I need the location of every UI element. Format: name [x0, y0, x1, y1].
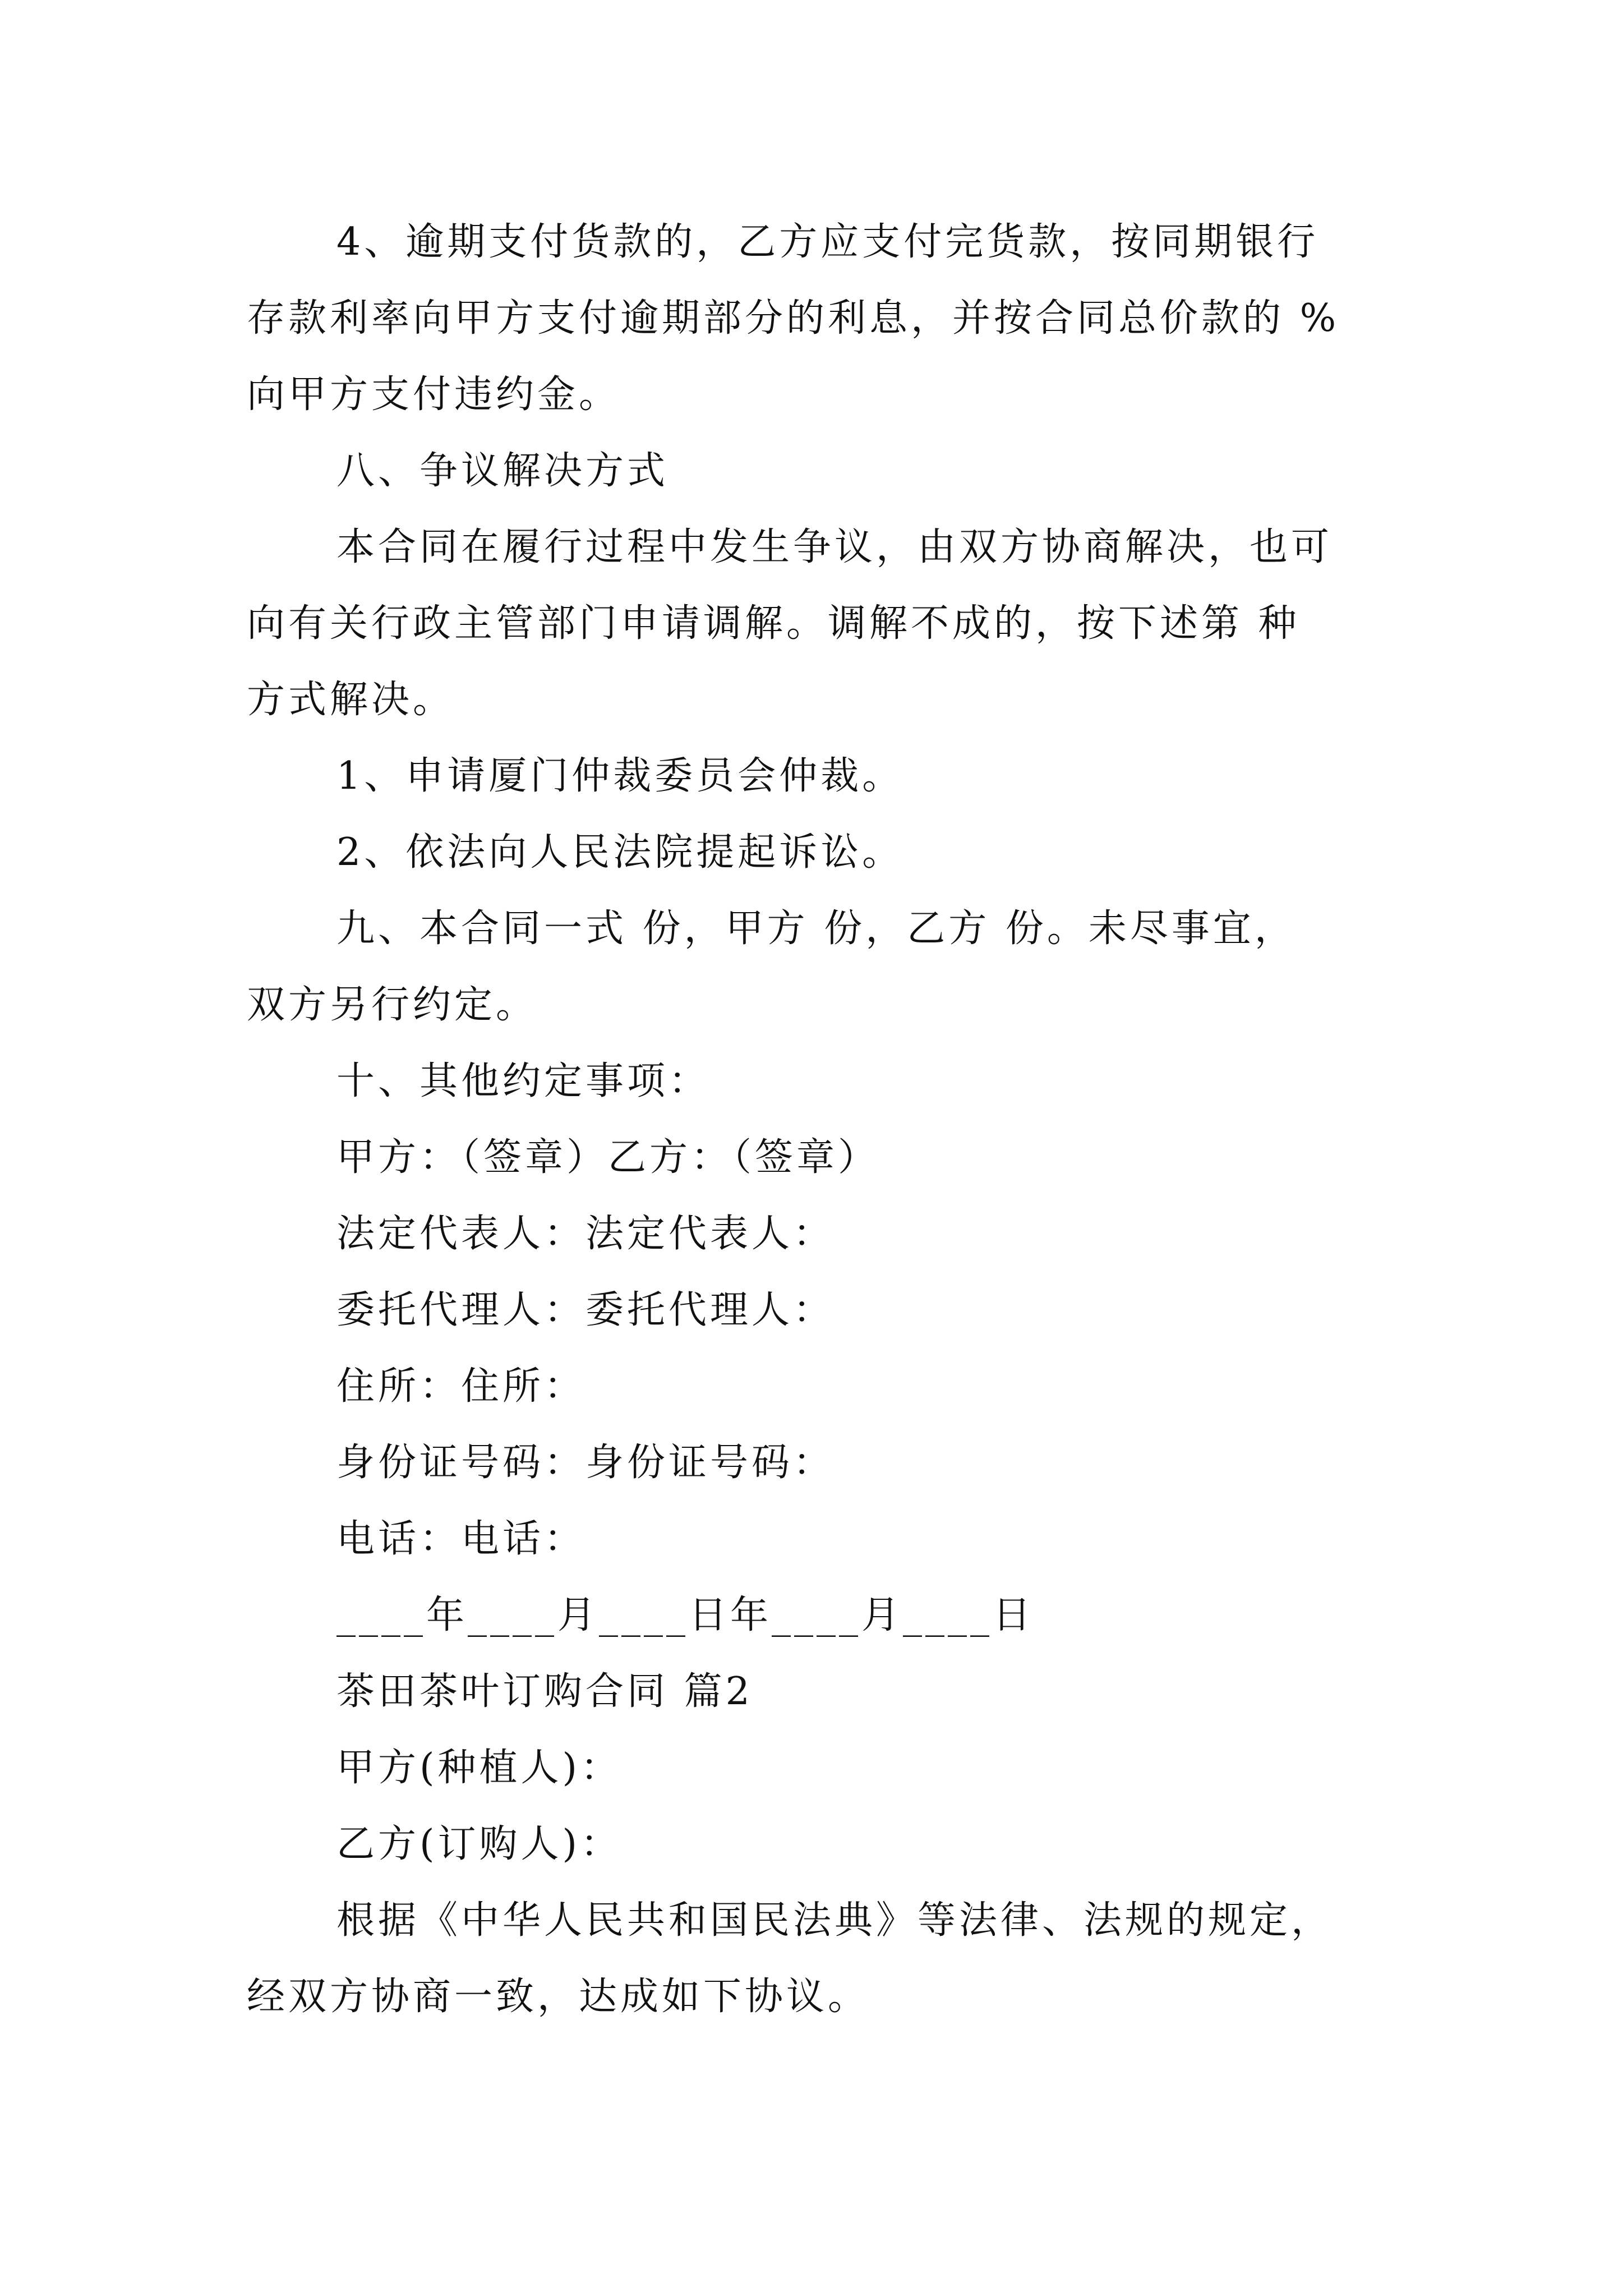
paragraph-line: 方式解决。	[247, 678, 455, 722]
section-heading: 十、其他约定事项：	[336, 1059, 711, 1103]
paragraph-line: 根据《中华人民共和国民法典》等法律、法规的规定，	[336, 1898, 1333, 1943]
document-subtitle: 茶田茶叶订购合同 篇2	[336, 1669, 753, 1714]
signature-line: 委托代理人：委托代理人：	[336, 1288, 835, 1332]
signature-line: 住所：住所：	[336, 1364, 586, 1409]
list-item: 1、申请厦门仲裁委员会仲裁。	[336, 754, 904, 798]
signature-line: 甲方：（签章）乙方：（签章）	[336, 1135, 880, 1180]
paragraph-line: 向有关行政主管部门申请调解。调解不成的，按下述第 种	[247, 601, 1300, 646]
section-heading: 八、争议解决方式	[336, 449, 669, 493]
paragraph-line: 经双方协商一致，达成如下协议。	[247, 1975, 870, 2019]
paragraph-line: 本合同在履行过程中发生争议，由双方协商解决，也可	[336, 525, 1333, 569]
signature-line: 身份证号码：身份证号码：	[336, 1441, 835, 1485]
date-line: ____年____月____日年____月____日	[336, 1593, 1035, 1637]
paragraph-line: 向甲方支付违约金。	[247, 372, 621, 417]
paragraph-line: 双方另行约定。	[247, 983, 538, 1027]
signature-line: 法定代表人：法定代表人：	[336, 1212, 835, 1256]
signature-line: 电话：电话：	[336, 1517, 586, 1561]
paragraph-line: 存款利率向甲方支付逾期部分的利息，并按合同总价款的 %	[247, 296, 1340, 341]
paragraph-line: 九、本合同一式 份，甲方 份，乙方 份。未尽事宜，	[336, 907, 1296, 951]
paragraph-line: 4、逾期支付货款的，乙方应支付完货款，按同期银行	[336, 220, 1319, 264]
party-line: 甲方(种植人)：	[336, 1746, 623, 1790]
party-line: 乙方(订购人)：	[336, 1822, 623, 1866]
list-item: 2、依法向人民法院提起诉讼。	[336, 830, 904, 875]
